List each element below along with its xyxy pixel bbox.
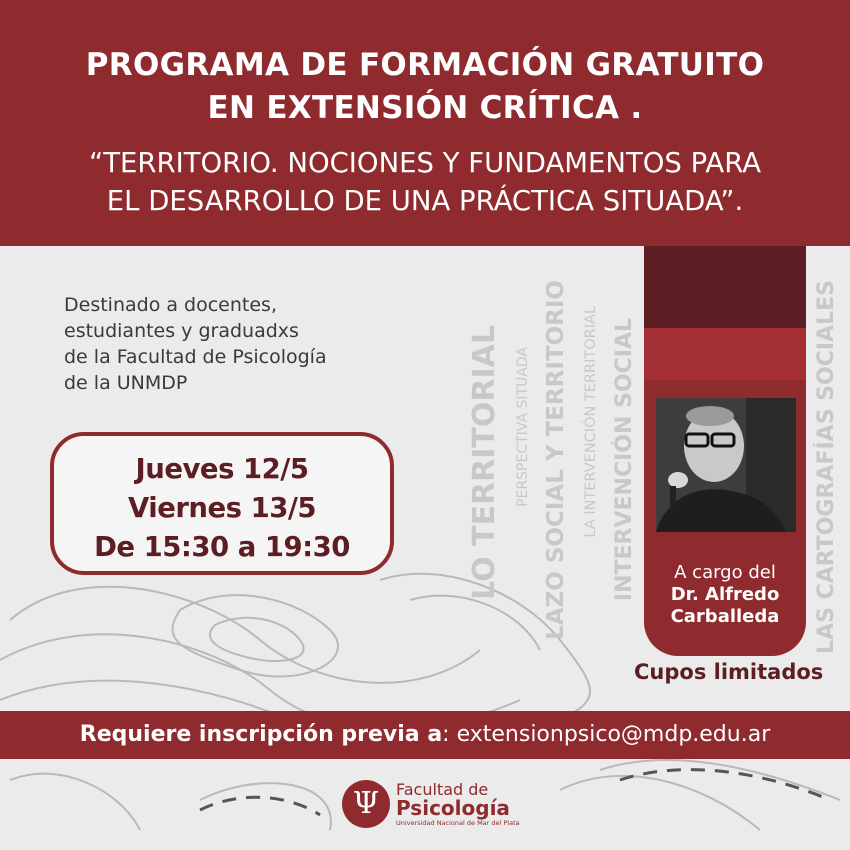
program-title-line-2: EN EXTENSIÓN CRÍTICA . (207, 90, 643, 126)
speaker-panel (644, 246, 806, 656)
faculty-logo (342, 778, 542, 830)
keyword-intervencion-social: INTERVENCIÓN SOCIAL (612, 318, 637, 602)
keyword-lo-territorial: LO TERRITORIAL (467, 325, 502, 600)
speaker-name-line-2: Carballeda (670, 606, 780, 627)
speaker-name-line-1: Dr. Alfredo (670, 584, 780, 605)
registration-email-link[interactable]: extensionpsico@mdp.edu.ar (456, 722, 771, 747)
keyword-intervencion-territorial: LA INTERVENCIÓN TERRITORIAL (583, 306, 599, 538)
audience-line-1: Destinado a docentes, (64, 294, 277, 316)
limited-spots-label: Cupos limitados (634, 660, 824, 684)
speaker-credit-line-1: A cargo del (674, 562, 776, 583)
keyword-perspectiva-situada: PERSPECTIVA SITUADA (515, 347, 531, 507)
schedule-box (50, 432, 394, 575)
speaker-photo (656, 398, 796, 532)
program-title-line-1: PROGRAMA DE FORMACIÓN GRATUITO (85, 47, 765, 83)
program-subtitle-line-1: “TERRITORIO. NOCIONES Y FUNDAMENTOS PARA (88, 147, 762, 179)
audience-line-4: de la UNMDP (64, 372, 188, 394)
header-banner (0, 0, 850, 246)
audience-line-2: estudiantes y graduadxs (64, 320, 299, 342)
panel-accent-band (644, 328, 806, 380)
registration-label: Requiere inscripción previa a (79, 722, 443, 747)
logo-university-line: Universidad Nacional de Mar del Plata (396, 819, 520, 827)
keyword-cartografias-sociales: LAS CARTOGRAFÍAS SOCIALES (814, 280, 839, 654)
schedule-time: De 15:30 a 19:30 (94, 531, 350, 563)
panel-dark-band (644, 246, 806, 328)
registration-banner (0, 711, 850, 759)
speaker-credit (644, 562, 806, 628)
psi-icon: Ψ (342, 780, 390, 828)
schedule-day-2: Viernes 13/5 (127, 492, 317, 524)
audience-text (64, 292, 327, 396)
logo-line-2: Psicología (396, 796, 510, 820)
audience-line-3: de la Facultad de Psicología (64, 346, 327, 368)
program-subtitle-line-2: EL DESARROLLO DE UNA PRÁCTICA SITUADA”. (106, 185, 744, 217)
schedule-day-1: Jueves 12/5 (135, 453, 309, 485)
registration-separator: : (442, 722, 457, 747)
keyword-lazo-social: LAZO SOCIAL Y TERRITORIO (543, 280, 569, 640)
logo-line-1: Facultad de (396, 780, 489, 799)
